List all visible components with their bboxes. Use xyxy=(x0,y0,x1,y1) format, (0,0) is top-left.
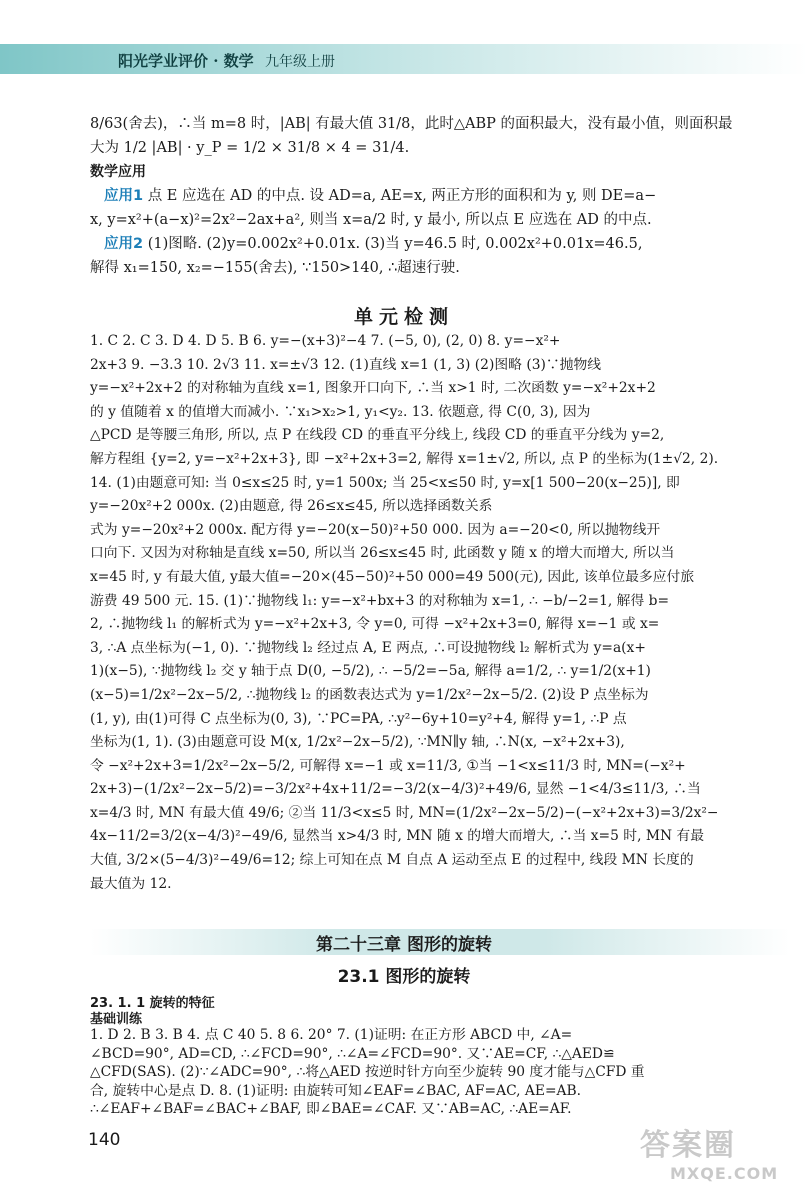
watermark-logo-text: 答案圈 xyxy=(640,1128,736,1163)
text-line: 点 E 应选在 AD 的中点. 设 AD=a, AE=x, 两正方形的面积和为 y, 则 DE=a− xyxy=(147,188,657,204)
text-line: y=−x²+2x+2 的对称轴为直线 x=1, 图象开口向下, ∴当 x>1 时, 二次函数 y=−x²+2x+2 xyxy=(90,380,656,397)
unit-test-title: 单元检测 xyxy=(353,306,454,328)
text-line: 游费 49 500 元. 15. (1)∵抛物线 l₁: y=−x²+bx+3 的对称轴为 x=1, ∴ −b/−2=1, 解得 b= xyxy=(90,592,670,609)
app1-label: 应用1 xyxy=(104,188,144,204)
text-line: 2x+3)−(1/2x²−2x−5/2)=−3/2x²+4x+11/2=−3/2(x−4/3)²+49/6, 显然 −1<4/3≤11/3, ∴当 xyxy=(90,781,701,798)
text-line: ∴∠EAF+∠BAF=∠BAC+∠BAF, 即∠BAE=∠CAF. 又∵AB=AC, ∴AE=AF. xyxy=(90,1101,572,1117)
text-line: 4x−11/2=3/2(x−4/3)²−49/6, 显然当 x>4/3 时, MN 随 x 的增大而增大, ∴当 x=5 时, MN 有最 xyxy=(90,828,705,845)
text-line: △CFD(SAS). (2)∵∠ADC=90°, ∴将△AED 按逆时针方向至少旋转 90 度才能与△CFD 重 xyxy=(90,1064,645,1080)
text-line: 2x+3 9. −3.3 10. 2√3 11. x=±√3 12. (1)直线 x=1 (1, 3) (2)图略 (3)∵抛物线 xyxy=(90,356,602,373)
subsection-title: 23. 1. 1 旋转的特征 xyxy=(90,996,215,1011)
sub-heading: 基础训练 xyxy=(90,1012,143,1027)
app2-label: 应用2 xyxy=(104,236,144,252)
text-line: 坐标为(1, 1). (3)由题意可设 M(x, 1/2x²−2x−5/2), ∵MN∥y 轴, ∴N(x, −x²+2x+3), xyxy=(90,734,625,751)
text-line: x=45 时, y 有最大值, y最大值=−20×(45−50)²+50 000=49 500(元), 因此, 该单位最多应付旅 xyxy=(90,568,695,585)
text-line: 令 −x²+2x+3=1/2x²−2x−5/2, 可解得 x=−1 或 x=11/3, ①当 −1<x≤11/3 时, MN=(−x²+ xyxy=(90,757,686,774)
book-title: 阳光学业评价 · 数学 xyxy=(118,52,254,70)
watermark xyxy=(640,1120,778,1183)
top-section xyxy=(90,112,790,280)
text-line: 解得 x₁=150, x₂=−155(舍去), ∵150>140, ∴超速行驶. xyxy=(90,260,460,276)
text-line: (x−5)=1/2x²−2x−5/2, ∴抛物线 l₂ 的函数表达式为 y=1/2x²−2x−5/2. (2)设 P 点坐标为 xyxy=(90,686,649,703)
text-line: 2, ∴抛物线 l₁ 的解析式为 y=−x²+2x+3, 令 y=0, 可得 −x²+2x+3=0, 解得 x=−1 或 x= xyxy=(90,616,660,633)
watermark-url: MXQE.COM xyxy=(670,1164,779,1183)
text-line: 口向下. 又因为对称轴是直线 x=50, 所以当 26≤x≤45 时, 此函数 y 随 x 的增大而增大, 所以当 xyxy=(90,545,675,562)
app2-paragraph xyxy=(90,232,790,256)
text-line: 1. D 2. B 3. B 4. 点 C 40 5. 8 6. 20° 7. (1)证明: 在正方形 ABCD 中, ∠A= xyxy=(90,1027,573,1043)
text-line: 的 y 值随着 x 的值增大而减小. ∵x₁>x₂>1, y₁<y₂. 13. 依题意, 得 C(0, 3), 因为 xyxy=(90,403,591,420)
text-line: △PCD 是等腰三角形, 所以, 点 P 在线段 CD 的垂直平分线上, 线段 CD 的垂直平分线为 y=2, xyxy=(90,427,665,444)
chapter-title: 第二十三章 图形的旋转 xyxy=(316,935,492,955)
section-heading: 数学应用 xyxy=(90,164,146,180)
text-line: 大为 1/2 |AB| · y_P = 1/2 × 31/8 × 4 = 31/4. xyxy=(90,140,410,156)
text-line: ∠BCD=90°, AD=CD, ∴∠FCD=90°, ∴∠A=∠FCD=90°. 又∵AE=CF, ∴△AED≌ xyxy=(90,1045,615,1062)
text-line: 式为 y=−20x²+2 000x. 配方得 y=−20(x−50)²+50 000. 因为 a=−20<0, 所以抛物线开 xyxy=(90,521,661,538)
text-line: 14. (1)由题意可知: 当 0≤x≤25 时, y=1 500x; 当 25<x≤50 时, y=x[1 500−20(x−25)], 即 xyxy=(90,474,680,491)
unit-test-body xyxy=(90,330,790,896)
section-title: 23.1 图形的旋转 xyxy=(337,967,471,987)
text-line: x=4/3 时, MN 有最大值 49/6; ②当 11/3<x≤5 时, MN=(1/2x²−2x−5/2)−(−x²+2x+3)=3/2x²− xyxy=(90,804,719,821)
text-line: 1. C 2. C 3. D 4. D 5. B 6. y=−(x+3)²−4 7. (−5, 0), (2, 0) 8. y=−x²+ xyxy=(90,333,561,349)
page-number: 140 xyxy=(88,1130,121,1150)
text-line: 最大值为 12. xyxy=(90,875,172,892)
grade-label: 九年级上册 xyxy=(265,54,335,70)
text-line: 8/63(舍去)，∴当 m=8 时，|AB| 有最大值 31/8，此时△ABP 的面积最大，没有最小值，则面积最 xyxy=(90,116,733,132)
chapter-body xyxy=(90,1026,790,1119)
app1-paragraph xyxy=(90,184,790,208)
text-line: y=−20x²+2 000x. (2)由题意, 得 26≤x≤45, 所以选择函数关系 xyxy=(90,498,493,515)
text-line: 3, ∴A 点坐标为(−1, 0). ∵抛物线 l₂ 经过点 A, E 两点, ∴可设抛物线 l₂ 解析式为 y=a(x+ xyxy=(90,639,646,656)
text-line: x, y=x²+(a−x)²=2x²−2ax+a², 则当 x=a/2 时, y 最小, 所以点 E 应选在 AD 的中点. xyxy=(90,212,652,228)
text-line: (1, y), 由(1)可得 C 点坐标为(0, 3), ∵PC=PA, ∴y²−6y+10=y²+4, 解得 y=1, ∴P 点 xyxy=(90,710,627,727)
text-line: 解方程组 {y=2, y=−x²+2x+3}, 即 −x²+2x+3=2, 解得 x=1±√2, 所以, 点 P 的坐标为(1±√2, 2). xyxy=(90,450,719,467)
text-line: (1)图略. (2)y=0.002x²+0.01x. (3)当 y=46.5 时, 0.002x²+0.01x=46.5, xyxy=(147,236,643,252)
text-line: 合, 旋转中心是点 D. 8. (1)证明: 由旋转可知∠EAF=∠BAC, AF=AC, AE=AB. xyxy=(90,1082,581,1099)
text-line: 1)(x−5), ∵抛物线 l₂ 交 y 轴于点 D(0, −5/2), ∴ −5/2=−5a, 解得 a=1/2, ∴ y=1/2(x+1) xyxy=(90,663,651,680)
text-line: 大值, 3/2×(5−4/3)²−49/6=12; 综上可知在点 M 自点 A 运动至点 E 的过程中, 线段 MN 长度的 xyxy=(90,852,694,869)
